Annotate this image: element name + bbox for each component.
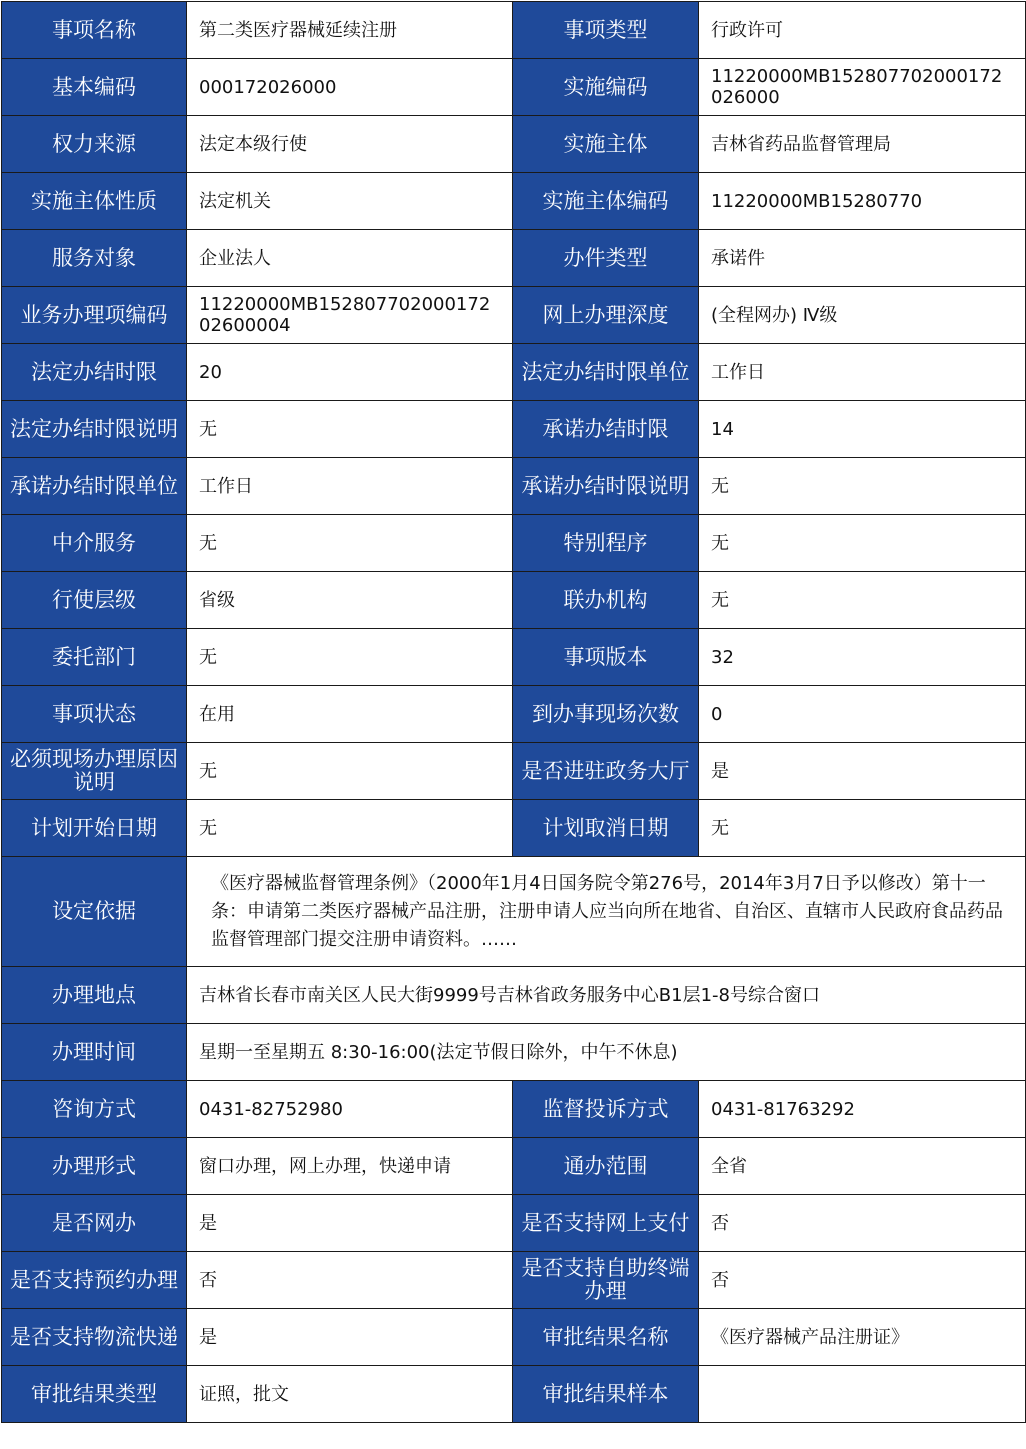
field-value: 11220000MB152807702000172026000 (699, 59, 1026, 116)
field-label: 到办事现场次数 (513, 686, 699, 743)
field-value: 0431-82752980 (187, 1081, 513, 1138)
table-row (2, 1366, 1026, 1423)
field-value: (全程网办) Ⅳ级 (699, 287, 1026, 344)
table-row (2, 572, 1026, 629)
field-label: 计划开始日期 (2, 800, 187, 857)
field-value: 无 (187, 743, 513, 800)
field-label: 法定办结时限单位 (513, 344, 699, 401)
field-label: 权力来源 (2, 116, 187, 173)
field-value: 11220000MB15280770 (699, 173, 1026, 230)
table-row (2, 1138, 1026, 1195)
field-value: 0 (699, 686, 1026, 743)
basis-value (187, 857, 1026, 967)
hours-label: 办理时间 (2, 1024, 187, 1081)
field-label: 是否支持预约办理 (2, 1252, 187, 1309)
field-value: 14 (699, 401, 1026, 458)
field-value: 证照，批文 (187, 1366, 513, 1423)
field-value: 否 (187, 1252, 513, 1309)
table-row (2, 116, 1026, 173)
field-value: 000172026000 (187, 59, 513, 116)
field-value: 20 (187, 344, 513, 401)
field-value: 0431-81763292 (699, 1081, 1026, 1138)
table-row (2, 515, 1026, 572)
field-value: 是 (187, 1195, 513, 1252)
field-label: 咨询方式 (2, 1081, 187, 1138)
field-value: 窗口办理，网上办理，快递申请 (187, 1138, 513, 1195)
field-value: 承诺件 (699, 230, 1026, 287)
field-value: 全省 (699, 1138, 1026, 1195)
info-rows-bottom (2, 1081, 1026, 1423)
field-value: 11220000MB15280770200017202600004 (187, 287, 513, 344)
table-row (2, 2, 1026, 59)
field-value: 工作日 (187, 458, 513, 515)
field-value: 是 (187, 1309, 513, 1366)
table-row (2, 344, 1026, 401)
field-value: 是 (699, 743, 1026, 800)
field-label: 委托部门 (2, 629, 187, 686)
field-value: 吉林省药品监督管理局 (699, 116, 1026, 173)
field-label: 实施编码 (513, 59, 699, 116)
basis-text: 《医疗器械监督管理条例》（2000年1月4日国务院令第276号，2014年3月7日予以修改）第十一条：申请第二类医疗器械产品注册，注册申请人应当向所在地省、自治区、直辖市人民政府食品药品监督管理部门提交注册申请资料。…… (211, 872, 1003, 950)
info-rows-wide (2, 857, 1026, 1081)
table-row (2, 59, 1026, 116)
table-row (2, 401, 1026, 458)
field-label: 基本编码 (2, 59, 187, 116)
field-value: 法定机关 (187, 173, 513, 230)
field-label: 办件类型 (513, 230, 699, 287)
field-value: 无 (187, 515, 513, 572)
field-value: 无 (699, 800, 1026, 857)
table-row (2, 800, 1026, 857)
field-label: 实施主体性质 (2, 173, 187, 230)
field-value: 无 (699, 458, 1026, 515)
field-label: 审批结果类型 (2, 1366, 187, 1423)
field-label: 事项名称 (2, 2, 187, 59)
field-value: 法定本级行使 (187, 116, 513, 173)
table-row (2, 686, 1026, 743)
basis-label: 设定依据 (2, 857, 187, 967)
field-label: 法定办结时限 (2, 344, 187, 401)
field-value: 行政许可 (699, 2, 1026, 59)
field-label: 事项类型 (513, 2, 699, 59)
field-value: 否 (699, 1252, 1026, 1309)
field-label: 服务对象 (2, 230, 187, 287)
field-label: 中介服务 (2, 515, 187, 572)
field-value: 无 (699, 572, 1026, 629)
field-label: 是否支持网上支付 (513, 1195, 699, 1252)
table-row (2, 173, 1026, 230)
table-row (2, 857, 1026, 967)
table-row (2, 1195, 1026, 1252)
field-label: 监督投诉方式 (513, 1081, 699, 1138)
field-label: 是否支持物流快递 (2, 1309, 187, 1366)
field-value: 省级 (187, 572, 513, 629)
field-label: 通办范围 (513, 1138, 699, 1195)
field-label: 审批结果样本 (513, 1366, 699, 1423)
field-label: 承诺办结时限 (513, 401, 699, 458)
field-label: 审批结果名称 (513, 1309, 699, 1366)
table-row (2, 1309, 1026, 1366)
field-label: 事项版本 (513, 629, 699, 686)
field-value: 企业法人 (187, 230, 513, 287)
table-row (2, 458, 1026, 515)
hours-value: 星期一至星期五 8:30-16:00(法定节假日除外，中午不休息) (187, 1024, 1026, 1081)
field-label: 是否进驻政务大厅 (513, 743, 699, 800)
table-row (2, 287, 1026, 344)
field-label: 行使层级 (2, 572, 187, 629)
field-value: 无 (187, 401, 513, 458)
location-value: 吉林省长春市南关区人民大街9999号吉林省政务服务中心B1层1-8号综合窗口 (187, 967, 1026, 1024)
info-rows-top (2, 2, 1026, 857)
field-label: 实施主体 (513, 116, 699, 173)
item-info-table (1, 1, 1026, 1423)
field-label: 实施主体编码 (513, 173, 699, 230)
field-value (699, 1366, 1026, 1423)
field-label: 必须现场办理原因说明 (2, 743, 187, 800)
field-label: 计划取消日期 (513, 800, 699, 857)
field-label: 是否网办 (2, 1195, 187, 1252)
field-label: 业务办理项编码 (2, 287, 187, 344)
field-value: 无 (699, 515, 1026, 572)
field-value: 工作日 (699, 344, 1026, 401)
table-row (2, 230, 1026, 287)
field-value: 32 (699, 629, 1026, 686)
table-row (2, 967, 1026, 1024)
table-row (2, 1252, 1026, 1309)
field-label: 是否支持自助终端办理 (513, 1252, 699, 1309)
field-value: 否 (699, 1195, 1026, 1252)
field-label: 承诺办结时限说明 (513, 458, 699, 515)
location-label: 办理地点 (2, 967, 187, 1024)
field-label: 特别程序 (513, 515, 699, 572)
table-row (2, 1024, 1026, 1081)
field-value: 《医疗器械产品注册证》 (699, 1309, 1026, 1366)
field-value: 无 (187, 800, 513, 857)
field-label: 联办机构 (513, 572, 699, 629)
table-row (2, 1081, 1026, 1138)
table-row (2, 743, 1026, 800)
field-value: 第二类医疗器械延续注册 (187, 2, 513, 59)
field-label: 承诺办结时限单位 (2, 458, 187, 515)
field-label: 事项状态 (2, 686, 187, 743)
field-value: 在用 (187, 686, 513, 743)
field-value: 无 (187, 629, 513, 686)
field-label: 网上办理深度 (513, 287, 699, 344)
table-row (2, 629, 1026, 686)
field-label: 办理形式 (2, 1138, 187, 1195)
field-label: 法定办结时限说明 (2, 401, 187, 458)
